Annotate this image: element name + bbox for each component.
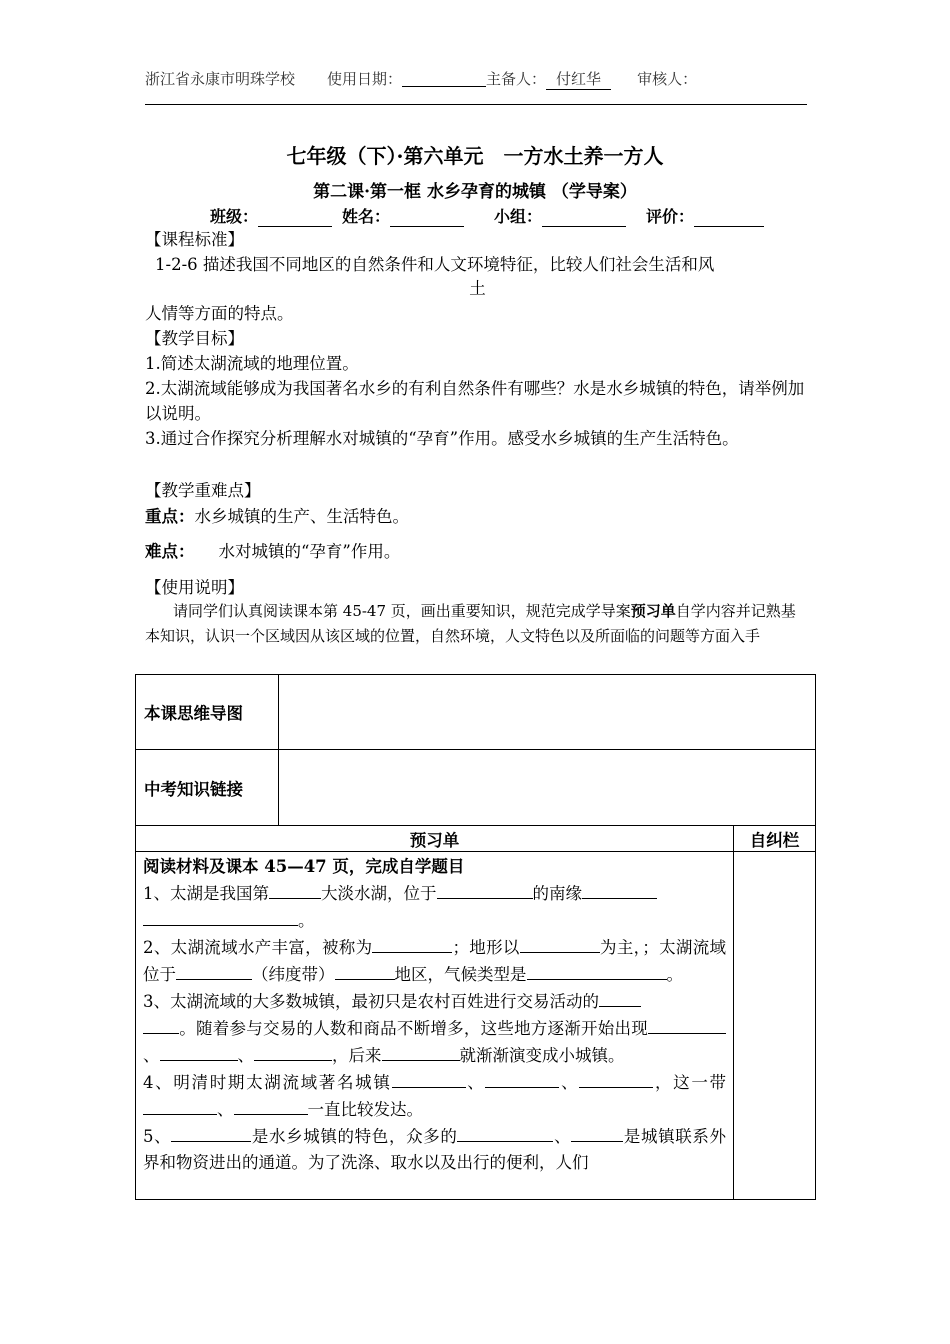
q2-text-d: （纬度带）: [252, 965, 335, 984]
q4-blank-5[interactable]: [234, 1096, 308, 1115]
eval-label: 评价：: [646, 207, 695, 226]
q2-text-a: 2、太湖流域水产丰富，被称为: [143, 938, 373, 957]
key-points-heading: 【教学重难点】: [145, 481, 261, 500]
q2-blank-4[interactable]: [335, 961, 395, 980]
correction-column[interactable]: [734, 852, 816, 1200]
school-name: 浙江省永康市明珠学校: [145, 70, 296, 88]
question-3: [143, 988, 726, 1069]
question-5: [143, 1123, 726, 1176]
correction-header: 自纠栏: [734, 826, 816, 852]
name-blank: [390, 210, 464, 227]
difficulty-text: 水对城镇的“孕育”作用。: [218, 542, 401, 561]
q5-blank-1[interactable]: [171, 1123, 251, 1142]
q4-blank-2[interactable]: [485, 1069, 559, 1088]
q3-text-d: 、: [237, 1046, 254, 1065]
q3-text-f: 就渐渐演变成小城镇。: [459, 1046, 625, 1065]
q2-blank-3[interactable]: [176, 961, 252, 980]
q3-text-b: 。随着参与交易的人数和商品不断增多，这些地方逐渐开始出现: [179, 1019, 648, 1038]
q4-text-d: ，这一带: [653, 1073, 727, 1092]
key-point-text: 水乡城镇的生产、生活特色。: [194, 507, 409, 526]
reviewer-label: 审核人：: [637, 70, 698, 88]
header-divider: [145, 104, 807, 105]
key-point-row: [145, 504, 810, 529]
question-2: [143, 934, 726, 988]
usage-text-bold: 预习单: [630, 602, 676, 620]
q4-blank-1[interactable]: [392, 1069, 466, 1088]
q3-blank-4[interactable]: [160, 1042, 238, 1061]
q4-text-a: 4、明清时期太湖流域著名城镇: [143, 1073, 392, 1092]
course-standard-text-2: 土: [469, 279, 486, 298]
usage-text: [145, 599, 810, 649]
goal-1: 1.简述太湖流域的地理位置。: [145, 354, 359, 373]
q5-text-a: 5、: [143, 1127, 172, 1146]
usage-heading: 【使用说明】: [145, 578, 244, 597]
q3-text-c: 、: [143, 1046, 160, 1065]
q1-text-c: 的南缘: [532, 884, 582, 903]
usage-text-part-a: 请同学们认真阅读课本第 45-47 页，画出重要知识，规范完成学导案: [173, 602, 631, 620]
q2-text-e: 地区，气候类型是: [394, 965, 527, 984]
q4-text-f: 一直比较发达。: [307, 1100, 423, 1119]
goals-heading: 【教学目标】: [145, 329, 244, 348]
q5-text-d: 是城镇联系外界和物资进出的通道。为了洗涤、取水以及出行的便利，人们: [143, 1127, 727, 1172]
key-point-label: 重点：: [145, 507, 195, 526]
q1-blank-1[interactable]: [269, 880, 321, 899]
q2-blank-5[interactable]: [527, 961, 667, 980]
q3-blank-2[interactable]: [143, 1015, 179, 1034]
group-blank: [542, 210, 626, 227]
class-label: 班级：: [210, 207, 259, 226]
q2-text-end: 。: [666, 965, 683, 984]
course-standard-text-3: 人情等方面的特点。: [145, 304, 294, 323]
q2-blank-2[interactable]: [520, 934, 600, 953]
q4-blank-3[interactable]: [579, 1069, 653, 1088]
page-subtitle: 第二课·第一框 水乡孕育的城镇 （学导案）: [313, 182, 637, 202]
q2-blank-1[interactable]: [372, 934, 452, 953]
q2-text-c: 为主，；太湖流域位于: [143, 938, 727, 984]
exam-link-area[interactable]: [279, 750, 816, 826]
q1-text-a: 1、太湖是我国第: [143, 884, 269, 903]
q5-blank-3[interactable]: [571, 1123, 623, 1142]
q1-text-end: 。: [298, 911, 315, 930]
q5-blank-2[interactable]: [457, 1123, 553, 1142]
q4-text-b: 、: [465, 1073, 486, 1092]
q3-text-e: ，后来: [332, 1046, 382, 1065]
q3-blank-3[interactable]: [648, 1015, 726, 1034]
author-name: 付红华: [546, 68, 611, 90]
goal-2: 2.太湖流域能够成为我国著名水乡的有利自然条件有哪些？水是水乡城镇的特色，请举例加以说明。: [145, 379, 805, 423]
question-4: [143, 1069, 726, 1123]
student-info-row: [210, 204, 810, 227]
q1-text-b: 大淡水湖，位于: [321, 884, 437, 903]
q4-text-e: 、: [217, 1100, 234, 1119]
name-label: 姓名：: [342, 207, 391, 226]
mindmap-label: 本课思维导图: [136, 675, 279, 750]
q5-text-c: 、: [553, 1127, 572, 1146]
course-standard-text-1: 1-2-6 描述我国不同地区的自然条件和人文环境特征，比较人们社会生活和风: [155, 255, 715, 274]
preview-content: [136, 852, 734, 1200]
page-header: [145, 68, 807, 96]
difficulty-row: [145, 539, 810, 564]
worksheet-table: [135, 674, 816, 1200]
q1-blank-2[interactable]: [437, 880, 533, 899]
date-label: 使用日期：: [327, 70, 403, 88]
author-label: 主备人：: [486, 70, 547, 88]
q4-text-c: 、: [559, 1073, 580, 1092]
question-1: [143, 880, 726, 934]
q5-text-b: 是水乡城镇的特色，众多的: [251, 1127, 458, 1146]
q3-blank-5[interactable]: [254, 1042, 332, 1061]
exam-link-label: 中考知识链接: [136, 750, 279, 826]
q3-blank-1[interactable]: [599, 988, 641, 1007]
usage-text-part-b: 自学内容并记熟基本知识，认识一个区域因从该区域的位置，自然环境，人文特色以及所面临的问题等方面入手: [145, 602, 796, 645]
mindmap-area[interactable]: [279, 675, 816, 750]
difficulty-label: 难点：: [145, 542, 195, 561]
group-label: 小组：: [494, 207, 543, 226]
page-title: 七年级（下）·第六单元 一方水土养一方人: [286, 144, 664, 168]
class-blank: [258, 210, 332, 227]
q1-blank-4[interactable]: [143, 907, 298, 926]
read-instruction: 阅读材料及课本 45—47 页，完成自学题目: [143, 857, 465, 876]
preview-header: 预习单: [136, 826, 734, 852]
q2-text-b: ；地形以: [452, 938, 520, 957]
q4-blank-4[interactable]: [143, 1096, 217, 1115]
date-blank: [402, 68, 486, 87]
goal-3: 3.通过合作探究分析理解水对城镇的“孕育”作用。感受水乡城镇的生产生活特色。: [145, 429, 739, 448]
eval-blank: [694, 210, 764, 227]
q3-blank-6[interactable]: [382, 1042, 460, 1061]
q1-blank-3[interactable]: [582, 880, 657, 899]
q3-text-a: 3、太湖流域的大多数城镇，最初只是农村百姓进行交易活动的: [143, 992, 599, 1011]
course-standard-heading: 【课程标准】: [145, 230, 244, 249]
